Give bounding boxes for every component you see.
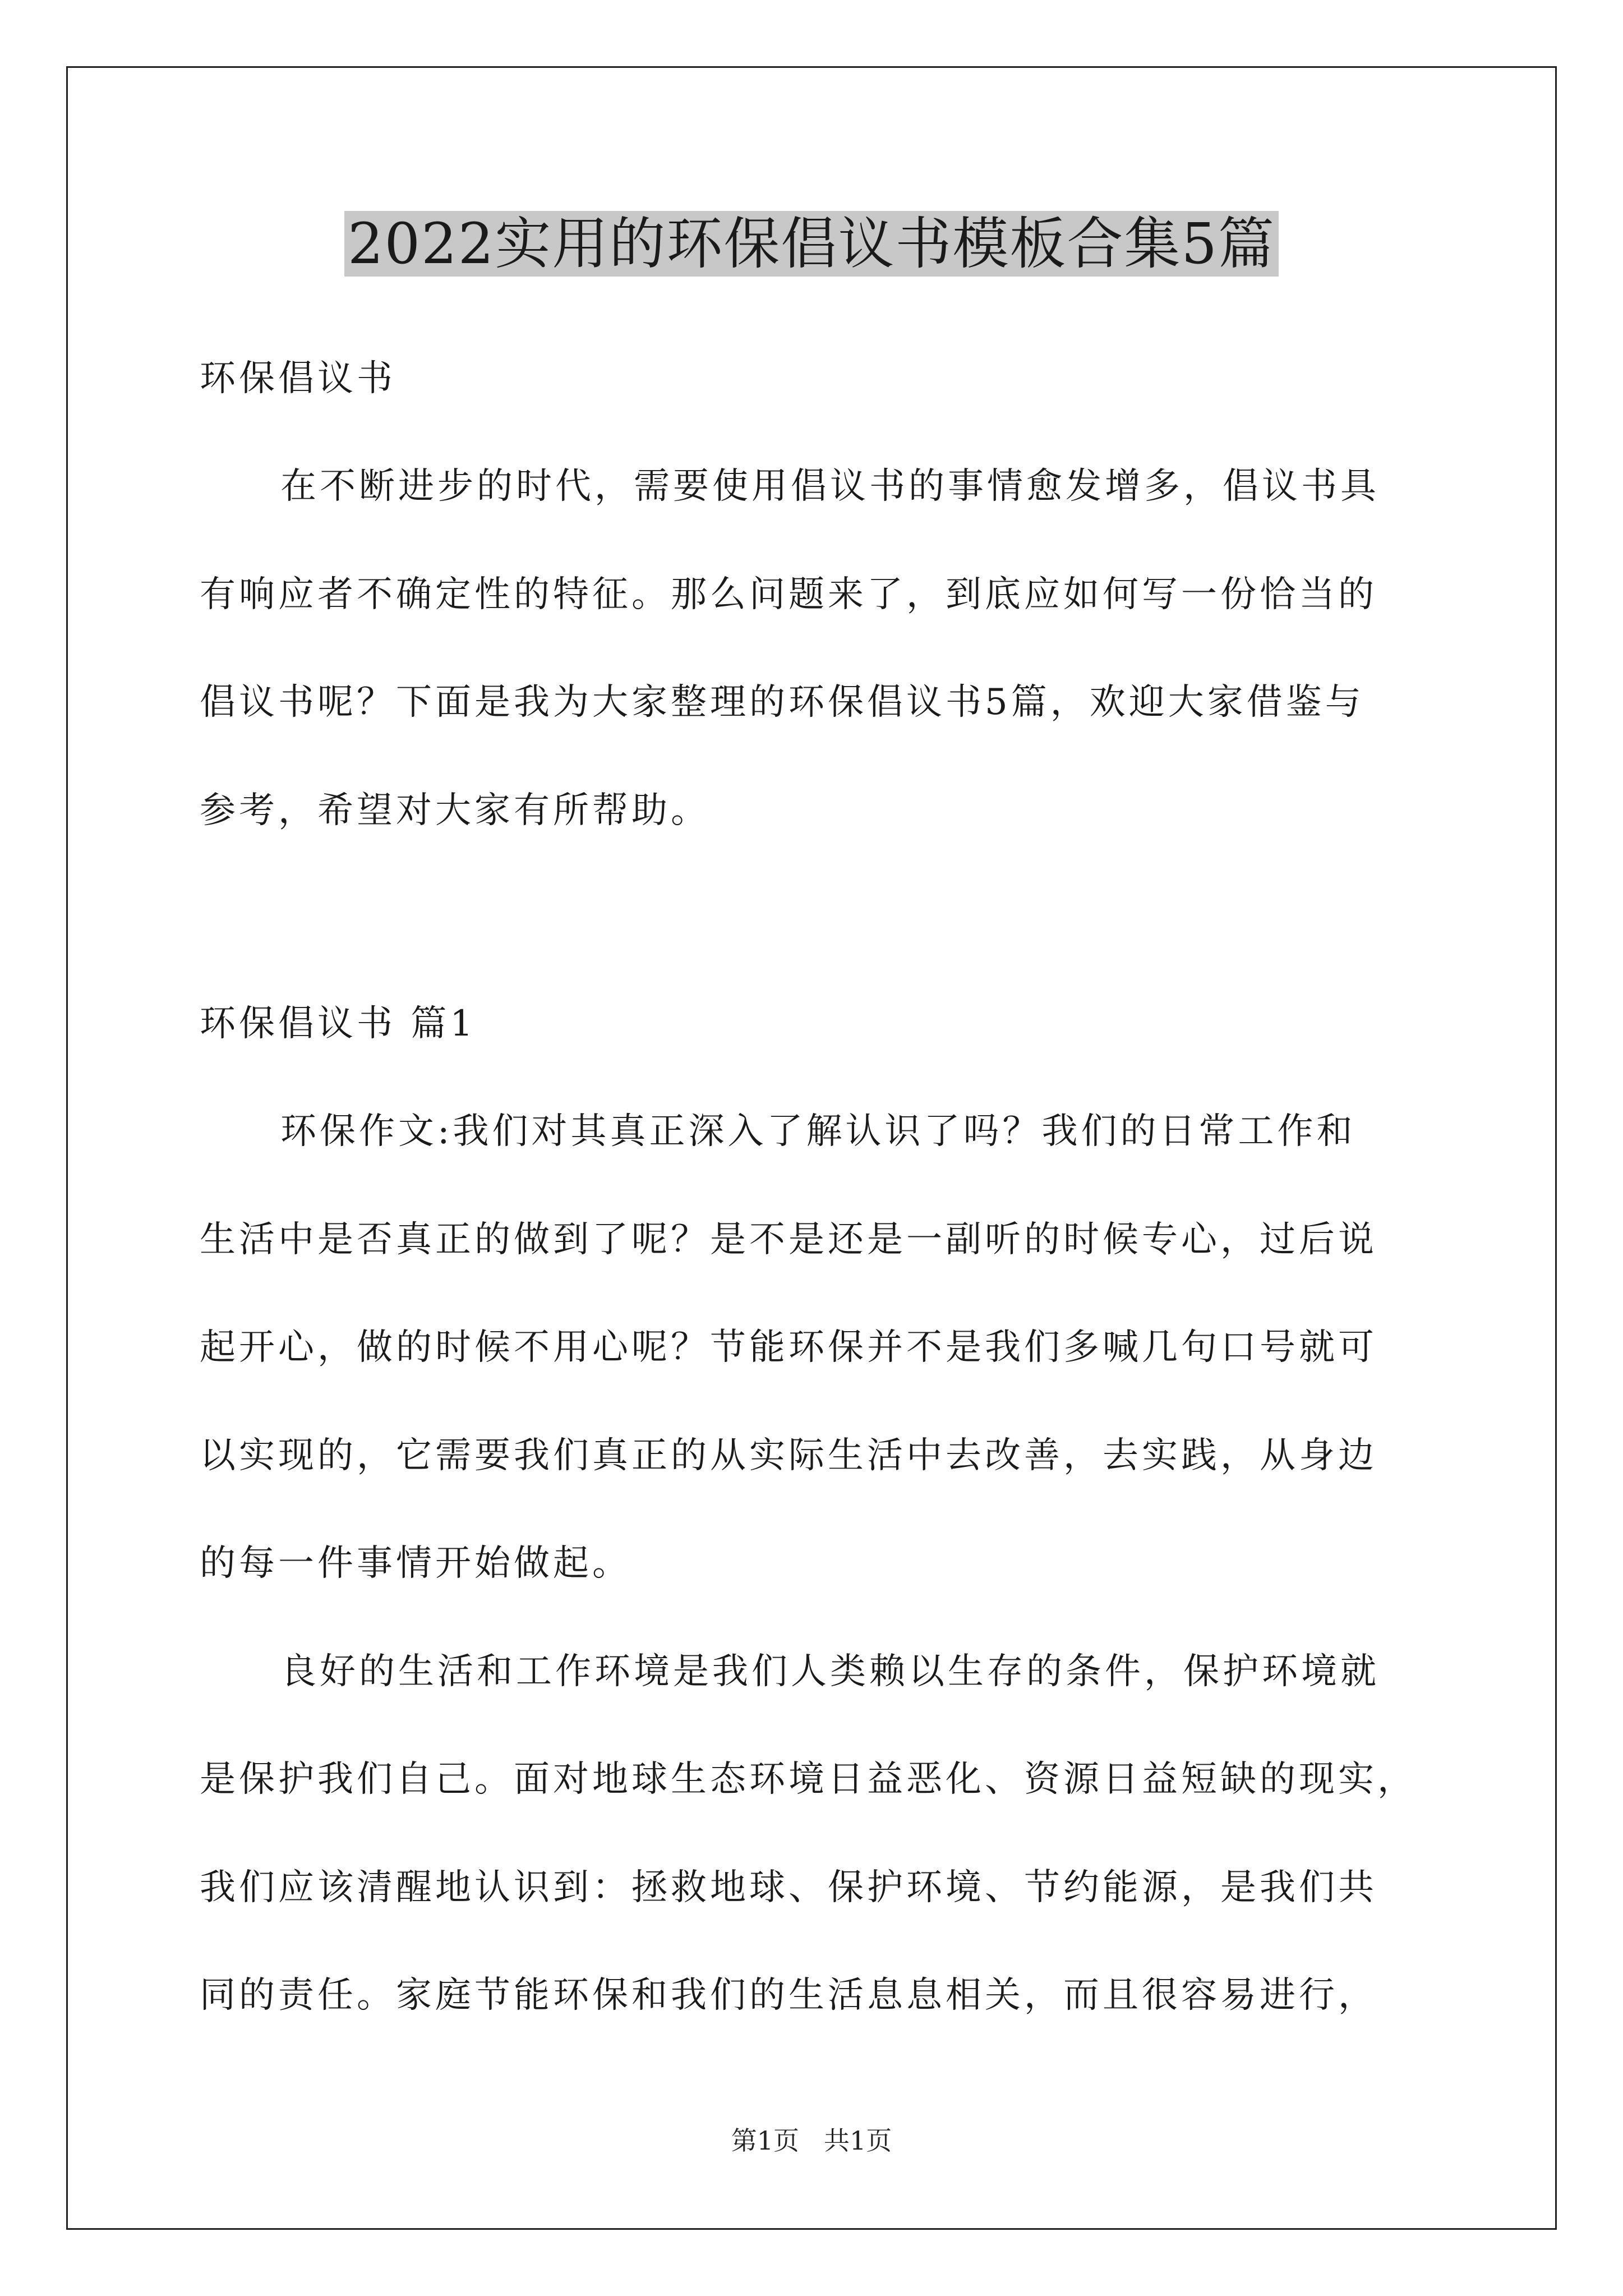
para1-line-4: 以实现的，它需要我们真正的从实际生活中去改善，去实践，从身边 (200, 1435, 1377, 1476)
document-title (0, 208, 1623, 280)
page-total: 共1页 (824, 2125, 892, 2156)
para2-line-4: 同的责任。家庭节能环保和我们的生活息息相关，而且很容易进行， (200, 1975, 1377, 2016)
para2-line-2: 是保护我们自己。面对地球生态环境日益恶化、资源日益短缺的现实， (200, 1759, 1417, 1800)
intro-line-4: 参考，希望对大家有所帮助。 (200, 790, 710, 831)
intro-heading: 环保倡议书 (200, 358, 396, 399)
para1-line-5: 的每一件事情开始做起。 (200, 1543, 631, 1584)
intro-line-2: 有响应者不确定性的特征。那么问题来了，到底应如何写一份恰当的 (200, 574, 1377, 615)
para2-line-1: 良好的生活和工作环境是我们人类赖以生存的条件，保护环境就 (280, 1651, 1380, 1692)
para1-line-2: 生活中是否真正的做到了呢？是不是还是一副听的时候专心，过后说 (200, 1219, 1377, 1260)
para2-line-3: 我们应该清醒地认识到：拯救地球、保护环境、节约能源，是我们共 (200, 1867, 1377, 1908)
document-title-text: 2022实用的环保倡议书模板合集5篇 (344, 211, 1279, 277)
section-heading: 环保倡议书 篇1 (200, 1003, 477, 1045)
page-number: 第1页 (731, 2125, 799, 2156)
para1-line-3: 起开心，做的时候不用心呢？节能环保并不是我们多喊几句口号就可 (200, 1327, 1377, 1368)
intro-line-3: 倡议书呢？下面是我为大家整理的环保倡议书5篇，欢迎大家借鉴与 (200, 682, 1364, 723)
para1-line-1: 环保作文:我们对其真正深入了解认识了吗？我们的日常工作和 (280, 1111, 1356, 1152)
intro-line-1: 在不断进步的时代，需要使用倡议书的事情愈发增多，倡议书具 (280, 466, 1380, 507)
page-footer (0, 2124, 1623, 2157)
